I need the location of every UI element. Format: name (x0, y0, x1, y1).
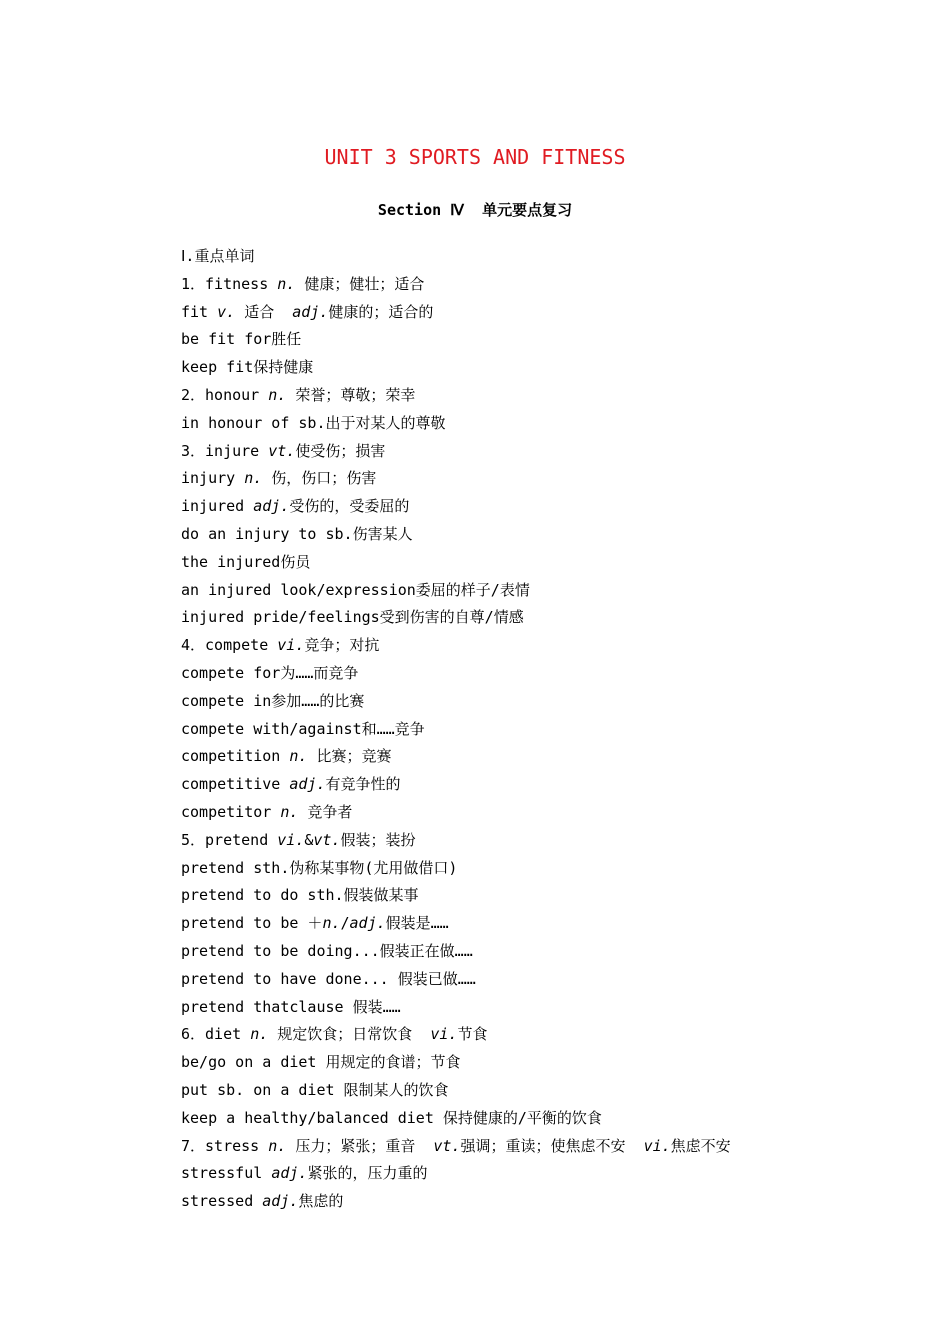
line-text: be/go on a diet 用规定的食谱；节食 (181, 1053, 461, 1072)
part-of-speech: n. (289, 747, 308, 766)
vocab-line (181, 1133, 881, 1161)
line-text: injured (181, 497, 254, 516)
vocab-line (181, 855, 881, 883)
vocab-line (181, 882, 881, 910)
vocab-line (181, 632, 881, 660)
part-of-speech: adj. (292, 302, 329, 321)
vocab-line (181, 1077, 881, 1105)
line-text: 比赛；竞赛 (307, 747, 392, 766)
part-of-speech: vt. (433, 1136, 461, 1155)
line-text: 健康；健壮；适合 (295, 274, 425, 293)
line-text: 有竞争性的 (325, 775, 401, 794)
line-text: 竞争者 (298, 802, 353, 821)
line-text: 4．compete (181, 636, 278, 655)
line-text: pretend thatclause 假装…… (181, 997, 401, 1016)
line-text: 5．pretend (181, 830, 278, 849)
vocab-line (181, 299, 881, 327)
part-of-speech: adj. (349, 914, 386, 933)
part-of-speech: adj. (271, 1164, 308, 1183)
line-text: / (340, 914, 350, 933)
vocab-line (181, 938, 881, 966)
line-text: stressful (181, 1164, 272, 1183)
vocab-line (181, 410, 881, 438)
part-of-speech: n. (277, 274, 296, 293)
part-of-speech: n. (280, 802, 299, 821)
vocab-line (181, 521, 881, 549)
line-text: competitor (181, 802, 281, 821)
line-text: 假装是…… (385, 914, 449, 933)
line-text: an injured look/expression委屈的样子/表情 (181, 580, 530, 599)
line-text: 压力；紧张；重音 (286, 1136, 434, 1155)
line-text: injury (181, 469, 245, 488)
vocabulary-list (181, 243, 881, 1216)
vocab-line (181, 493, 881, 521)
line-text: competitive (181, 775, 290, 794)
vocab-line (181, 1021, 881, 1049)
vocab-line (181, 1160, 881, 1188)
line-text: 紧张的，压力重的 (307, 1164, 428, 1183)
line-text: fit (181, 302, 218, 321)
vocab-line (181, 326, 881, 354)
line-text: 假装；装扮 (340, 830, 416, 849)
line-text: injured pride/feelings受到伤害的自尊/情感 (181, 608, 524, 627)
vocab-line (181, 827, 881, 855)
part-of-speech: n. (268, 385, 287, 404)
vocab-line (181, 271, 881, 299)
line-text: do an injury to sb.伤害某人 (181, 524, 413, 543)
vocab-line (181, 688, 881, 716)
vocab-line (181, 354, 881, 382)
vocab-line (181, 577, 881, 605)
vocab-line (181, 438, 881, 466)
vocab-line (181, 771, 881, 799)
line-text: the injured伤员 (181, 552, 311, 571)
line-text: 适合 (235, 302, 293, 321)
line-text: 规定饮食；日常饮食 (268, 1025, 431, 1044)
part-of-speech: n. (322, 914, 341, 933)
vocab-line (181, 382, 881, 410)
line-text: keep a healthy/balanced diet 保持健康的/平衡的饮食 (181, 1108, 602, 1127)
vocab-line (181, 966, 881, 994)
line-text: competition (181, 747, 290, 766)
part-of-speech: n. (244, 469, 263, 488)
line-text: put sb. on a diet 限制某人的饮食 (181, 1080, 449, 1099)
vocab-line (181, 465, 881, 493)
line-text: be fit for胜任 (181, 330, 302, 349)
line-text: pretend to do sth.假装做某事 (181, 886, 419, 905)
part-of-speech: adj. (253, 497, 290, 516)
part-of-speech: v. (217, 302, 236, 321)
vocabulary-lines (181, 271, 881, 1216)
part-of-speech: adj. (289, 775, 326, 794)
part-of-speech: vi. (277, 636, 305, 655)
part-of-speech: vt. (313, 830, 341, 849)
line-text: pretend to have done... 假装已做…… (181, 969, 476, 988)
vocab-line (181, 1188, 881, 1216)
part-of-speech: n. (250, 1025, 269, 1044)
line-text: 6．diet (181, 1025, 251, 1044)
line-text: pretend to be doing...假装正在做…… (181, 941, 473, 960)
vocab-line (181, 994, 881, 1022)
line-text: compete in参加……的比赛 (181, 691, 365, 710)
line-text: 伤，伤口；伤害 (262, 469, 377, 488)
line-text: 焦虑不安 (670, 1136, 731, 1155)
vocab-line (181, 1049, 881, 1077)
section-subtitle: Section Ⅳ 单元要点复习 (377, 201, 573, 219)
part-of-speech: n. (268, 1136, 287, 1155)
line-text: in honour of sb.出于对某人的尊敬 (181, 413, 446, 432)
line-text: pretend to be ＋ (181, 914, 323, 933)
vocab-line (181, 743, 881, 771)
line-text: pretend sth.伪称某事物(尤用做借口) (181, 858, 458, 877)
vocab-line (181, 604, 881, 632)
vocab-line (181, 660, 881, 688)
line-text: 竞争；对抗 (304, 636, 380, 655)
line-text: 使受伤；损害 (295, 441, 386, 460)
line-text: stressed (181, 1192, 263, 1211)
line-text: 强调；重读；使焦虑不安 (460, 1136, 644, 1155)
line-text: 3．injure (181, 441, 269, 460)
line-text: 2．honour (181, 385, 269, 404)
vocab-line (181, 549, 881, 577)
part-of-speech: vi. (277, 830, 305, 849)
line-text: compete with/against和……竞争 (181, 719, 425, 738)
line-text: keep fit保持健康 (181, 358, 314, 377)
line-text: 焦虑的 (298, 1192, 344, 1211)
line-text: compete for为……而竞争 (181, 663, 359, 682)
line-text: 受伤的，受委屈的 (289, 497, 410, 516)
unit-title: UNIT 3 SPORTS AND FITNESS (324, 145, 626, 169)
part-of-speech: vi. (430, 1025, 458, 1044)
section-heading: Ⅰ.重点单词 (181, 247, 255, 265)
part-of-speech: adj. (262, 1192, 299, 1211)
vocab-line (181, 1105, 881, 1133)
vocab-line (181, 910, 881, 938)
part-of-speech: vi. (643, 1136, 671, 1155)
line-text: & (304, 830, 314, 849)
line-text: 节食 (457, 1025, 488, 1044)
line-text: 荣誉；尊敬；荣幸 (286, 385, 416, 404)
line-text: 1．fitness (181, 274, 278, 293)
vocab-line (181, 716, 881, 744)
line-text: 健康的；适合的 (328, 302, 434, 321)
line-text: 7．stress (181, 1136, 269, 1155)
vocab-line (181, 799, 881, 827)
part-of-speech: vt. (268, 441, 296, 460)
